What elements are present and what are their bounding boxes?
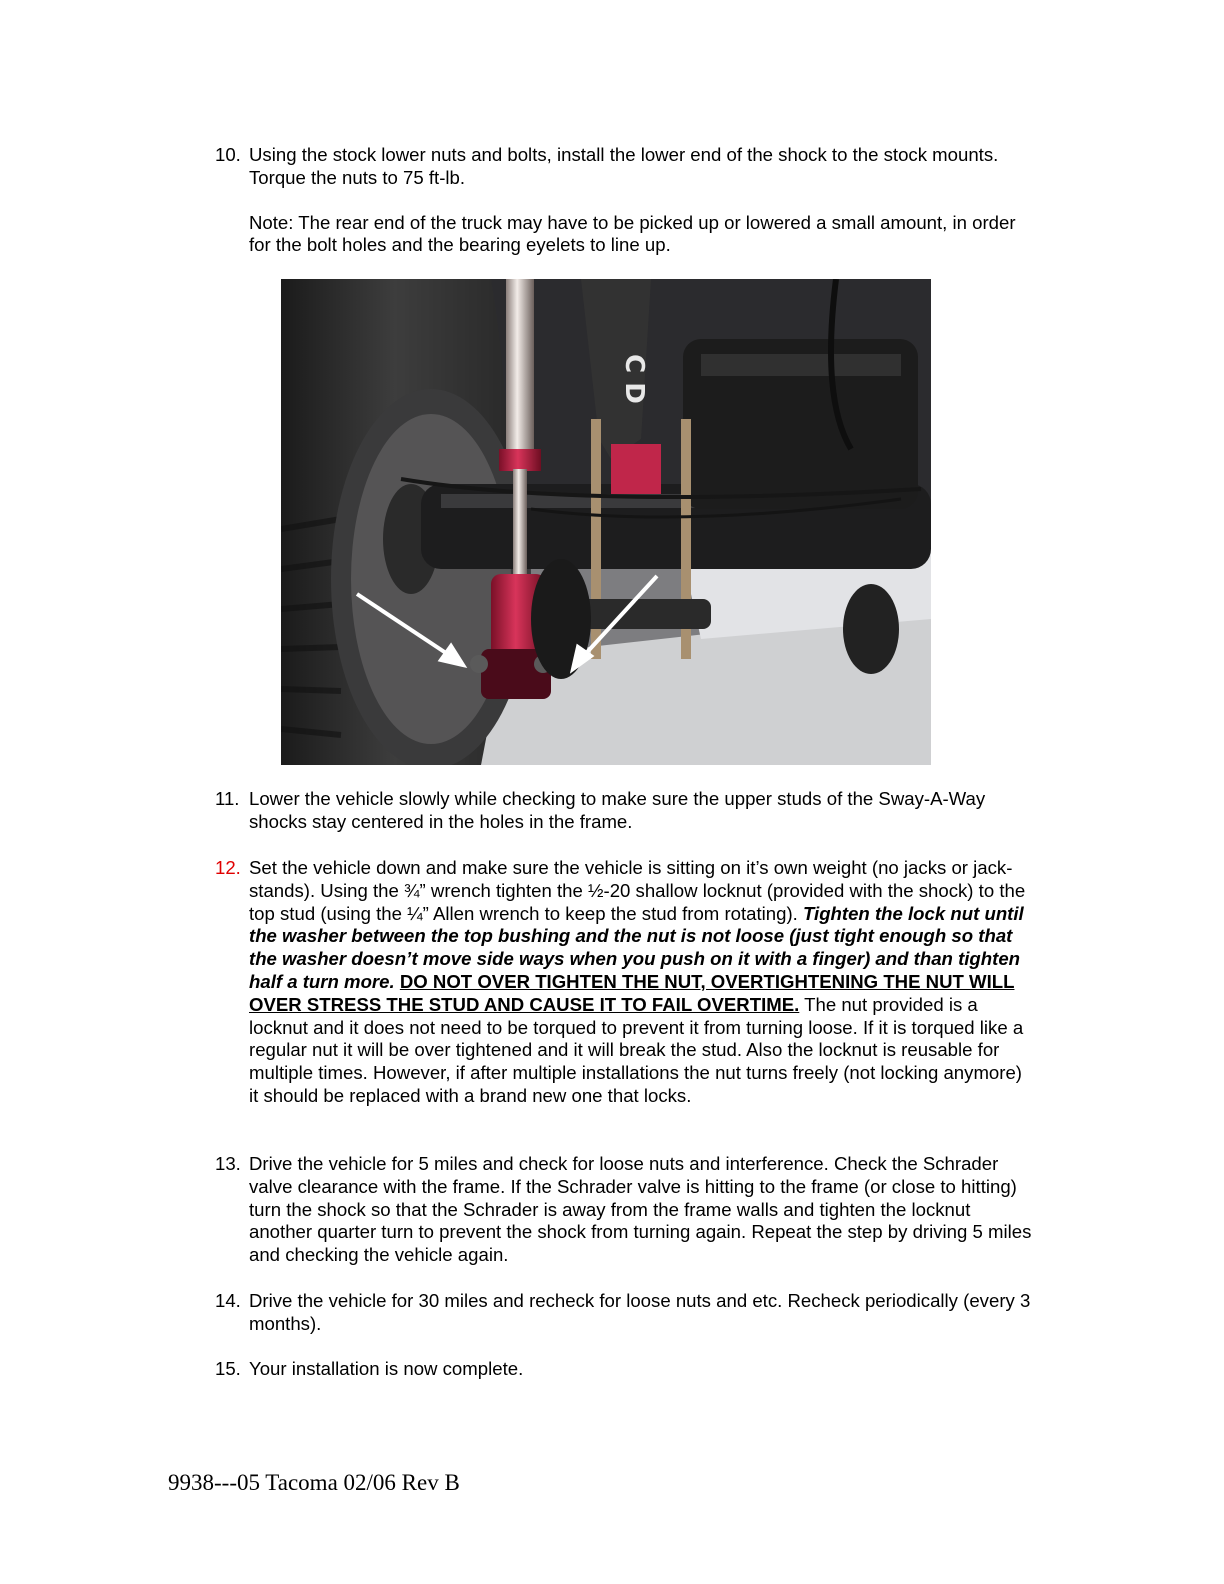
step-text-emphasis: Tighten the lock nut until the washer between the top bushing and the nut is not loose (just tight enough so that the washer doesn’t move side ways when you push on it with a finger) and than tighten half a turn more. bbox=[249, 902, 1024, 992]
step-text-warning: DO NOT OVER TIGHTEN THE NUT, OVERTIGHTENING THE NUT WILL OVER STRESS THE STUD AND CAUSE IT TO FAIL OVERTIME. bbox=[249, 970, 1015, 1015]
step-number: 15. bbox=[215, 1358, 241, 1379]
step-text: Your installation is now complete. bbox=[249, 1358, 524, 1379]
step-text-detail: The nut provided is a locknut and it does not need to be torqued to prevent it from turning loose. If it is torqued like a regular nut it will be over tightened and it will break the stud. Also the locknut is reusable for multiple times. However, if after multiple installations the nut turns freely (not locking anymore) it should be replaced with a brand new one that locks. bbox=[249, 993, 1024, 1106]
step-text: Using the stock lower nuts and bolts, install the lower end of the shock to the stock mounts. Torque the nuts to 75 ft-lb. bbox=[249, 144, 999, 188]
document-footer: 9938---05 Tacoma 02/06 Rev B bbox=[168, 1470, 460, 1495]
step-note: Note: The rear end of the truck may have to be picked up or lowered a small amount, in order for the bolt holes and the bearing eyelets to line up. bbox=[249, 211, 1016, 256]
step-15 bbox=[215, 1358, 1035, 1381]
step-text bbox=[249, 857, 1035, 1108]
step-11 bbox=[215, 788, 1035, 834]
step-text: Lower the vehicle slowly while checking to make sure the upper studs of the Sway-A-Way shocks stay centered in the holes in the frame. bbox=[249, 788, 986, 832]
step-10 bbox=[215, 144, 1035, 257]
step-14 bbox=[215, 1290, 1035, 1336]
step-text: Drive the vehicle for 5 miles and check for loose nuts and interference. Check the Schrader valve clearance with the frame. If the Schrader valve is hitting to the frame (or close to hitting) turn the shock so that the Schrader is away from the frame walls and tighten the locknut another quarter turn to prevent the shock from turning again. Repeat the step by driving 5 miles and checking the vehicle again. bbox=[249, 1153, 1032, 1266]
step-text-intro: Set the vehicle down and make sure the vehicle is sitting on it’s own weight (no jacks or jack-stands). Using the ¾” wrench tighten the ½-20 shallow locknut (provided with the shock) to the top stud (using the ¼” Allen wrench to keep the stud from rotating). bbox=[249, 857, 1026, 924]
step-number: 14. bbox=[215, 1290, 241, 1311]
step-number: 13. bbox=[215, 1153, 241, 1174]
step-13 bbox=[215, 1153, 1035, 1267]
step-number: 10. bbox=[215, 144, 241, 165]
step-number: 11. bbox=[215, 788, 240, 809]
shock-installation-photo bbox=[281, 279, 931, 765]
step-text: Drive the vehicle for 30 miles and recheck for loose nuts and etc. Recheck periodically (every 3 months). bbox=[249, 1290, 1031, 1334]
step-number: 12. bbox=[215, 857, 241, 878]
spring-stamp: C D bbox=[619, 354, 649, 404]
step-12 bbox=[215, 857, 1035, 1108]
